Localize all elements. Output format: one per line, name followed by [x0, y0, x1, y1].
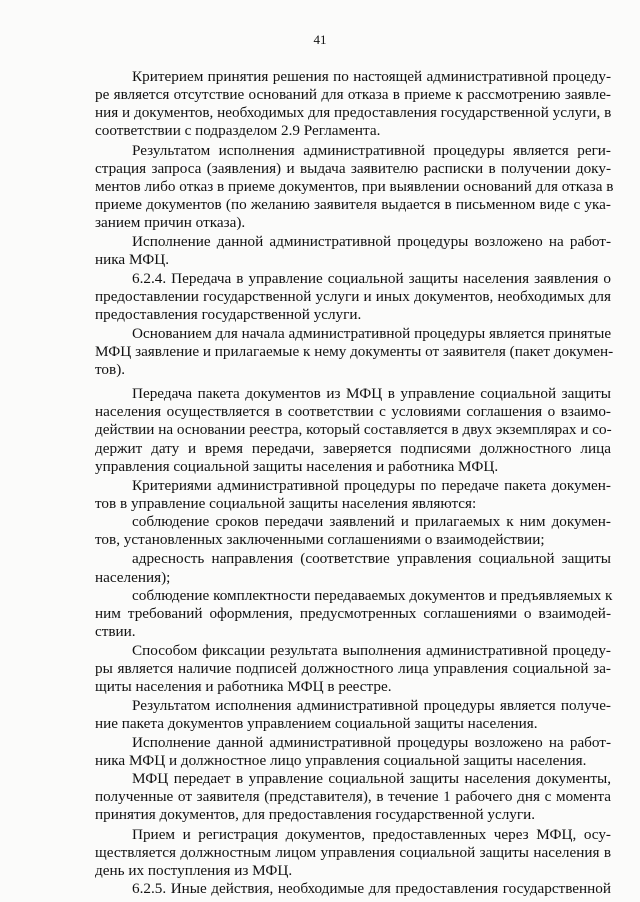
text-line: Основанием для начала административной процедуры является принятые	[132, 325, 612, 342]
text-line: Результатом исполнения административной процедуры является реги-	[132, 142, 611, 159]
text-line: день их поступления из МФЦ.	[95, 862, 293, 879]
text-line: соответствии с подразделом 2.9 Регламента.	[95, 122, 381, 139]
text-line: населения осуществляется в соответствии с условиями соглашения о взаимо-	[95, 403, 611, 420]
text-line: тов).	[95, 361, 126, 378]
text-line: ществляется должностным лицом управления социальной защиты населения в	[95, 844, 611, 861]
text-line: Прием и регистрация документов, предоставленных через МФЦ, осу-	[132, 826, 611, 843]
text-line: ры является наличие подписей должностного лица управления социальной за-	[95, 660, 611, 677]
text-line: Передача пакета документов из МФЦ в управление социальной защиты	[132, 385, 611, 402]
text-line: занием причин отказа).	[95, 214, 246, 231]
text-line: Исполнение данной административной процедуры возложено на работ-	[132, 233, 611, 250]
text-line: ствии.	[95, 623, 136, 640]
text-line: действии на основании реестра, который составляется в двух экземплярах и со-	[95, 421, 612, 438]
text-line: МФЦ передает в управление социальной защиты населения документы,	[132, 770, 611, 787]
text-line: принятия документов, для предоставления государственной услуги.	[95, 806, 536, 823]
text-line: соблюдение сроков передачи заявлений и прилагаемых к ним докумен-	[132, 513, 611, 530]
text-line: Критериями административной процедуры по передаче пакета докумен-	[132, 477, 611, 494]
text-line: 6.2.5. Иные действия, необходимые для предоставления государственной	[132, 880, 611, 897]
text-line: Способом фиксации результата выполнения административной процеду-	[132, 642, 611, 659]
text-line: ника МФЦ.	[95, 251, 170, 268]
text-line: населения);	[95, 569, 171, 586]
text-line: тов, установленных заключенными соглашениями о взаимодействии;	[95, 531, 545, 548]
text-line: Исполнение данной административной процедуры возложено на работ-	[132, 734, 611, 751]
text-line: 6.2.4. Передача в управление социальной защиты населения заявления о	[132, 270, 611, 287]
text-line: ника МФЦ и должностное лицо управления социальной защиты населения.	[95, 752, 587, 769]
text-line: ре является отсутствие оснований для отказа в приеме к рассмотрению заявле-	[95, 86, 611, 103]
page-number: 41	[313, 32, 327, 47]
text-line: ментов либо отказ в приеме документов, при выявлении оснований для отказа в	[95, 178, 614, 195]
text-line: Критерием принятия решения по настоящей административной процеду-	[132, 68, 611, 85]
text-line: приеме документов (по желанию заявителя выдается в письменном виде с ука-	[95, 196, 611, 213]
text-line: предоставления государственной услуги.	[95, 306, 362, 323]
text-line: ним требований оформления, предусмотренных соглашениями о взаимодей-	[95, 605, 611, 622]
text-line: адресность направления (соответствие управления социальной защиты	[132, 550, 611, 567]
text-line: щиты населения и работника МФЦ в реестре.	[95, 678, 392, 695]
text-line: ние пакета документов управлением социальной защиты населения.	[95, 715, 538, 732]
text-line: Результатом исполнения административной процедуры является получе-	[132, 697, 611, 714]
text-line: держит дату и время передачи, заверяется подписями должностного лица	[95, 440, 611, 457]
text-line: полученные от заявителя (представителя), в течение 1 рабочего дня с момента	[95, 788, 611, 805]
text-line: соблюдение комплектности передаваемых документов и предъявляемых к	[132, 587, 613, 604]
text-line: предоставлении государственной услуги и иных документов, необходимых для	[95, 288, 611, 305]
text-line: управления социальной защиты населения и работника МФЦ.	[95, 458, 499, 475]
text-line: ния и документов, необходимых для предоставления государственной услуги, в	[95, 104, 612, 121]
text-line: страция запроса (заявления) и выдача заявителю расписки в получении доку-	[95, 160, 611, 177]
text-line: МФЦ заявление и прилагаемые к нему документы от заявителя (пакет докумен-	[95, 343, 614, 360]
text-line: тов в управление социальной защиты населения являются:	[95, 495, 477, 512]
